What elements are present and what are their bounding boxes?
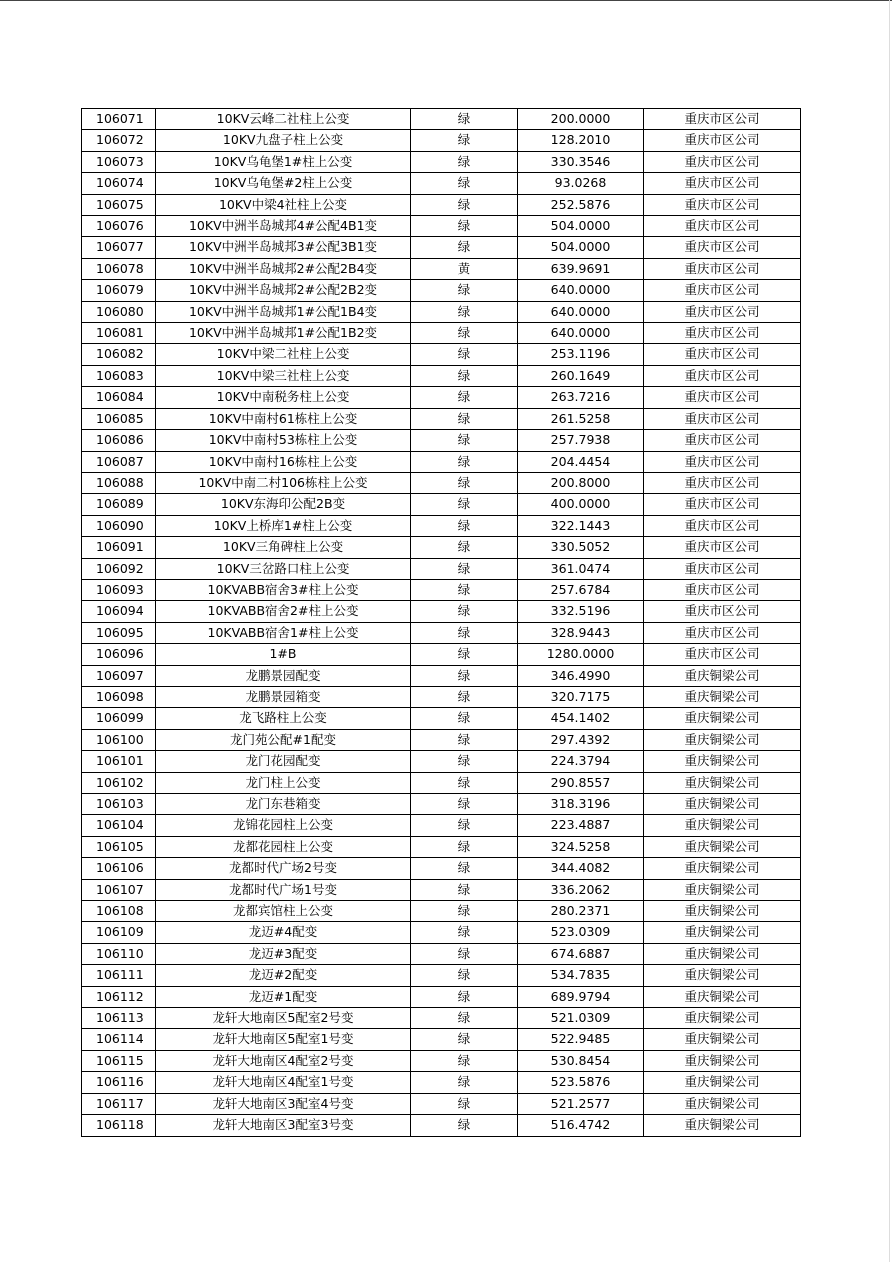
cell-value: 522.9485 [518,1029,644,1050]
cell-company: 重庆市区公司 [644,237,801,258]
cell-id: 106108 [82,901,156,922]
cell-company: 重庆铜梁公司 [644,922,801,943]
cell-name: 1#B [156,644,411,665]
cell-id: 106102 [82,772,156,793]
cell-id: 106110 [82,943,156,964]
table-row [82,558,801,579]
cell-status: 绿 [411,451,518,472]
cell-status: 绿 [411,751,518,772]
cell-status: 绿 [411,836,518,857]
cell-name: 龙鹏景园箱变 [156,686,411,707]
cell-name: 龙都时代广场2号变 [156,858,411,879]
cell-company: 重庆铜梁公司 [644,965,801,986]
table-row [82,216,801,237]
cell-id: 106083 [82,365,156,386]
table-row [82,751,801,772]
cell-company: 重庆市区公司 [644,451,801,472]
cell-status: 绿 [411,965,518,986]
cell-value: 318.3196 [518,794,644,815]
cell-value: 516.4742 [518,1115,644,1136]
cell-status: 绿 [411,644,518,665]
cell-status: 绿 [411,1072,518,1093]
cell-status: 绿 [411,879,518,900]
cell-status: 绿 [411,537,518,558]
cell-id: 106112 [82,986,156,1007]
cell-name: 10KV三岔路口柱上公变 [156,558,411,579]
cell-name: 龙都时代广场1号变 [156,879,411,900]
cell-value: 521.0309 [518,1008,644,1029]
cell-id: 106096 [82,644,156,665]
cell-company: 重庆市区公司 [644,323,801,344]
cell-status: 绿 [411,622,518,643]
cell-id: 106097 [82,665,156,686]
cell-company: 重庆市区公司 [644,579,801,600]
cell-value: 454.1402 [518,708,644,729]
cell-company: 重庆市区公司 [644,537,801,558]
cell-status: 绿 [411,986,518,1007]
cell-name: 龙门苑公配#1配变 [156,729,411,750]
cell-name: 龙都花园柱上公变 [156,836,411,857]
cell-name: 10KV三角碑柱上公变 [156,537,411,558]
cell-company: 重庆铜梁公司 [644,772,801,793]
cell-id: 106109 [82,922,156,943]
table-row [82,901,801,922]
cell-value: 639.9691 [518,258,644,279]
cell-name: 10KV中南税务柱上公变 [156,387,411,408]
cell-id: 106086 [82,430,156,451]
cell-status: 绿 [411,130,518,151]
cell-status: 绿 [411,772,518,793]
cell-name: 10KV中梁4社柱上公变 [156,194,411,215]
table-row [82,1072,801,1093]
cell-name: 10KV上桥库1#柱上公变 [156,515,411,536]
cell-name: 龙迈#4配变 [156,922,411,943]
cell-id: 106115 [82,1050,156,1071]
cell-company: 重庆市区公司 [644,558,801,579]
cell-company: 重庆铜梁公司 [644,751,801,772]
table-row [82,109,801,130]
table-row [82,601,801,622]
cell-name: 10KV中南二村106栋柱上公变 [156,472,411,493]
cell-company: 重庆铜梁公司 [644,901,801,922]
table-row [82,430,801,451]
cell-id: 106090 [82,515,156,536]
cell-value: 224.3794 [518,751,644,772]
cell-name: 龙轩大地南区3配室3号变 [156,1115,411,1136]
cell-name: 龙鹏景园配变 [156,665,411,686]
cell-value: 297.4392 [518,729,644,750]
cell-value: 530.8454 [518,1050,644,1071]
cell-name: 龙锦花园柱上公变 [156,815,411,836]
cell-value: 361.0474 [518,558,644,579]
table-row [82,1093,801,1114]
cell-id: 106098 [82,686,156,707]
table-row [82,922,801,943]
table-row [82,1008,801,1029]
cell-name: 龙迈#1配变 [156,986,411,1007]
cell-company: 重庆铜梁公司 [644,815,801,836]
cell-value: 330.3546 [518,151,644,172]
table-row [82,644,801,665]
cell-id: 106103 [82,794,156,815]
cell-company: 重庆铜梁公司 [644,1072,801,1093]
cell-company: 重庆市区公司 [644,472,801,493]
cell-status: 绿 [411,494,518,515]
cell-status: 绿 [411,515,518,536]
table-row [82,194,801,215]
table-row [82,622,801,643]
cell-company: 重庆市区公司 [644,344,801,365]
cell-id: 106092 [82,558,156,579]
table-row [82,151,801,172]
page-right-edge [889,0,890,1262]
cell-company: 重庆铜梁公司 [644,1008,801,1029]
table-row [82,472,801,493]
table-row [82,130,801,151]
table-row [82,858,801,879]
cell-id: 106107 [82,879,156,900]
cell-id: 106081 [82,323,156,344]
cell-id: 106111 [82,965,156,986]
cell-name: 10KV中南村61栋柱上公变 [156,408,411,429]
cell-status: 绿 [411,280,518,301]
cell-value: 128.2010 [518,130,644,151]
cell-id: 106077 [82,237,156,258]
cell-status: 绿 [411,151,518,172]
cell-value: 523.0309 [518,922,644,943]
cell-id: 106075 [82,194,156,215]
table-row [82,365,801,386]
table-row [82,494,801,515]
cell-name: 龙轩大地南区4配室1号变 [156,1072,411,1093]
cell-status: 绿 [411,194,518,215]
cell-value: 320.7175 [518,686,644,707]
cell-status: 绿 [411,579,518,600]
cell-id: 106117 [82,1093,156,1114]
table-row [82,579,801,600]
cell-company: 重庆铜梁公司 [644,836,801,857]
cell-company: 重庆铜梁公司 [644,1050,801,1071]
cell-status: 绿 [411,323,518,344]
cell-company: 重庆市区公司 [644,430,801,451]
cell-id: 106116 [82,1072,156,1093]
cell-name: 10KV中洲半岛城邦2#公配2B2变 [156,280,411,301]
cell-company: 重庆市区公司 [644,194,801,215]
cell-value: 523.5876 [518,1072,644,1093]
cell-value: 330.5052 [518,537,644,558]
cell-value: 346.4990 [518,665,644,686]
cell-value: 257.6784 [518,579,644,600]
cell-id: 106106 [82,858,156,879]
cell-value: 534.7835 [518,965,644,986]
cell-name: 龙都宾馆柱上公变 [156,901,411,922]
cell-status: 绿 [411,558,518,579]
cell-name: 10KV乌龟堡1#柱上公变 [156,151,411,172]
cell-id: 106089 [82,494,156,515]
cell-name: 10KV中梁二社柱上公变 [156,344,411,365]
cell-name: 10KVABB宿舍1#柱上公变 [156,622,411,643]
table-row [82,301,801,322]
cell-name: 龙轩大地南区5配室2号变 [156,1008,411,1029]
cell-status: 绿 [411,815,518,836]
cell-id: 106101 [82,751,156,772]
cell-value: 400.0000 [518,494,644,515]
cell-value: 504.0000 [518,237,644,258]
cell-status: 绿 [411,686,518,707]
table-row [82,408,801,429]
cell-status: 绿 [411,344,518,365]
cell-value: 263.7216 [518,387,644,408]
cell-company: 重庆铜梁公司 [644,729,801,750]
cell-company: 重庆市区公司 [644,387,801,408]
cell-status: 绿 [411,365,518,386]
cell-company: 重庆市区公司 [644,130,801,151]
cell-status: 绿 [411,729,518,750]
cell-company: 重庆铜梁公司 [644,858,801,879]
cell-value: 252.5876 [518,194,644,215]
cell-value: 521.2577 [518,1093,644,1114]
table-row [82,708,801,729]
table-row [82,387,801,408]
cell-id: 106114 [82,1029,156,1050]
cell-name: 10KV中梁三社柱上公变 [156,365,411,386]
cell-value: 640.0000 [518,280,644,301]
cell-status: 绿 [411,943,518,964]
cell-status: 绿 [411,387,518,408]
table-row [82,879,801,900]
cell-id: 106078 [82,258,156,279]
cell-name: 龙迈#2配变 [156,965,411,986]
cell-value: 504.0000 [518,216,644,237]
cell-id: 106094 [82,601,156,622]
cell-value: 290.8557 [518,772,644,793]
table-row [82,836,801,857]
cell-company: 重庆市区公司 [644,494,801,515]
cell-company: 重庆市区公司 [644,515,801,536]
cell-name: 龙轩大地南区3配室4号变 [156,1093,411,1114]
table-row [82,258,801,279]
cell-company: 重庆市区公司 [644,365,801,386]
cell-name: 龙轩大地南区4配室2号变 [156,1050,411,1071]
cell-company: 重庆市区公司 [644,173,801,194]
cell-name: 10KV中洲半岛城邦1#公配1B2变 [156,323,411,344]
cell-value: 324.5258 [518,836,644,857]
cell-value: 344.4082 [518,858,644,879]
table-row [82,237,801,258]
cell-name: 10KV九盘子柱上公变 [156,130,411,151]
cell-value: 257.7938 [518,430,644,451]
cell-value: 332.5196 [518,601,644,622]
cell-value: 640.0000 [518,323,644,344]
cell-value: 674.6887 [518,943,644,964]
cell-company: 重庆市区公司 [644,258,801,279]
cell-id: 106072 [82,130,156,151]
cell-id: 106093 [82,579,156,600]
table-row [82,729,801,750]
cell-id: 106074 [82,173,156,194]
cell-name: 10KVABB宿舍3#柱上公变 [156,579,411,600]
cell-company: 重庆铜梁公司 [644,794,801,815]
cell-id: 106091 [82,537,156,558]
cell-company: 重庆市区公司 [644,408,801,429]
cell-name: 10KV中洲半岛城邦2#公配2B4变 [156,258,411,279]
table-row [82,686,801,707]
cell-name: 龙轩大地南区5配室1号变 [156,1029,411,1050]
cell-status: 绿 [411,109,518,130]
cell-id: 106095 [82,622,156,643]
cell-status: 绿 [411,1115,518,1136]
cell-company: 重庆市区公司 [644,216,801,237]
transformer-table [81,108,801,1137]
table-row [82,665,801,686]
cell-company: 重庆铜梁公司 [644,686,801,707]
cell-status: 绿 [411,665,518,686]
cell-company: 重庆市区公司 [644,644,801,665]
cell-value: 223.4887 [518,815,644,836]
cell-id: 106088 [82,472,156,493]
cell-company: 重庆市区公司 [644,622,801,643]
cell-id: 106073 [82,151,156,172]
cell-value: 280.2371 [518,901,644,922]
cell-value: 200.8000 [518,472,644,493]
cell-status: 黄 [411,258,518,279]
cell-name: 龙飞路柱上公变 [156,708,411,729]
cell-status: 绿 [411,1008,518,1029]
cell-id: 106084 [82,387,156,408]
cell-name: 10KV中洲半岛城邦4#公配4B1变 [156,216,411,237]
table-row [82,1115,801,1136]
cell-company: 重庆市区公司 [644,280,801,301]
cell-status: 绿 [411,1093,518,1114]
table-row [82,515,801,536]
cell-name: 10KV中南村16栋柱上公变 [156,451,411,472]
cell-value: 260.1649 [518,365,644,386]
cell-status: 绿 [411,858,518,879]
cell-status: 绿 [411,472,518,493]
cell-value: 1280.0000 [518,644,644,665]
cell-name: 10KV中洲半岛城邦1#公配1B4变 [156,301,411,322]
cell-company: 重庆铜梁公司 [644,879,801,900]
cell-name: 10KV中洲半岛城邦3#公配3B1变 [156,237,411,258]
cell-company: 重庆铜梁公司 [644,665,801,686]
cell-value: 261.5258 [518,408,644,429]
cell-name: 10KV乌龟堡#2柱上公变 [156,173,411,194]
cell-status: 绿 [411,408,518,429]
cell-status: 绿 [411,922,518,943]
cell-company: 重庆市区公司 [644,301,801,322]
cell-value: 328.9443 [518,622,644,643]
cell-id: 106087 [82,451,156,472]
cell-id: 106076 [82,216,156,237]
cell-id: 106105 [82,836,156,857]
cell-status: 绿 [411,901,518,922]
table-row [82,323,801,344]
table-row [82,986,801,1007]
cell-id: 106099 [82,708,156,729]
cell-status: 绿 [411,237,518,258]
table-row [82,537,801,558]
cell-id: 106085 [82,408,156,429]
cell-company: 重庆铜梁公司 [644,708,801,729]
cell-value: 689.9794 [518,986,644,1007]
cell-status: 绿 [411,301,518,322]
table-row [82,280,801,301]
cell-name: 10KVABB宿舍2#柱上公变 [156,601,411,622]
cell-name: 龙门柱上公变 [156,772,411,793]
cell-company: 重庆市区公司 [644,601,801,622]
cell-value: 336.2062 [518,879,644,900]
cell-company: 重庆铜梁公司 [644,1093,801,1114]
cell-value: 204.4454 [518,451,644,472]
page-top-border [0,0,892,1]
cell-id: 106082 [82,344,156,365]
cell-id: 106071 [82,109,156,130]
table-row [82,451,801,472]
cell-status: 绿 [411,216,518,237]
cell-company: 重庆铜梁公司 [644,986,801,1007]
cell-id: 106113 [82,1008,156,1029]
cell-id: 106100 [82,729,156,750]
cell-status: 绿 [411,1029,518,1050]
cell-company: 重庆铜梁公司 [644,1029,801,1050]
table-row [82,344,801,365]
cell-id: 106118 [82,1115,156,1136]
cell-value: 200.0000 [518,109,644,130]
table-row [82,772,801,793]
cell-name: 龙门花园配变 [156,751,411,772]
cell-name: 10KV云峰二社柱上公变 [156,109,411,130]
cell-id: 106104 [82,815,156,836]
cell-value: 640.0000 [518,301,644,322]
table-row [82,943,801,964]
cell-status: 绿 [411,173,518,194]
cell-id: 106079 [82,280,156,301]
cell-name: 龙门东巷箱变 [156,794,411,815]
cell-name: 10KV中南村53栋柱上公变 [156,430,411,451]
cell-value: 253.1196 [518,344,644,365]
cell-name: 10KV东海印公配2B变 [156,494,411,515]
table-row [82,173,801,194]
cell-company: 重庆铜梁公司 [644,1115,801,1136]
cell-id: 106080 [82,301,156,322]
cell-status: 绿 [411,1050,518,1071]
cell-status: 绿 [411,794,518,815]
table-row [82,965,801,986]
cell-company: 重庆铜梁公司 [644,943,801,964]
cell-status: 绿 [411,430,518,451]
table-row [82,794,801,815]
table-row [82,1050,801,1071]
cell-value: 93.0268 [518,173,644,194]
cell-company: 重庆市区公司 [644,151,801,172]
cell-name: 龙迈#3配变 [156,943,411,964]
cell-value: 322.1443 [518,515,644,536]
table-row [82,815,801,836]
cell-status: 绿 [411,601,518,622]
cell-status: 绿 [411,708,518,729]
table-row [82,1029,801,1050]
cell-company: 重庆市区公司 [644,109,801,130]
table-body [82,109,801,1137]
